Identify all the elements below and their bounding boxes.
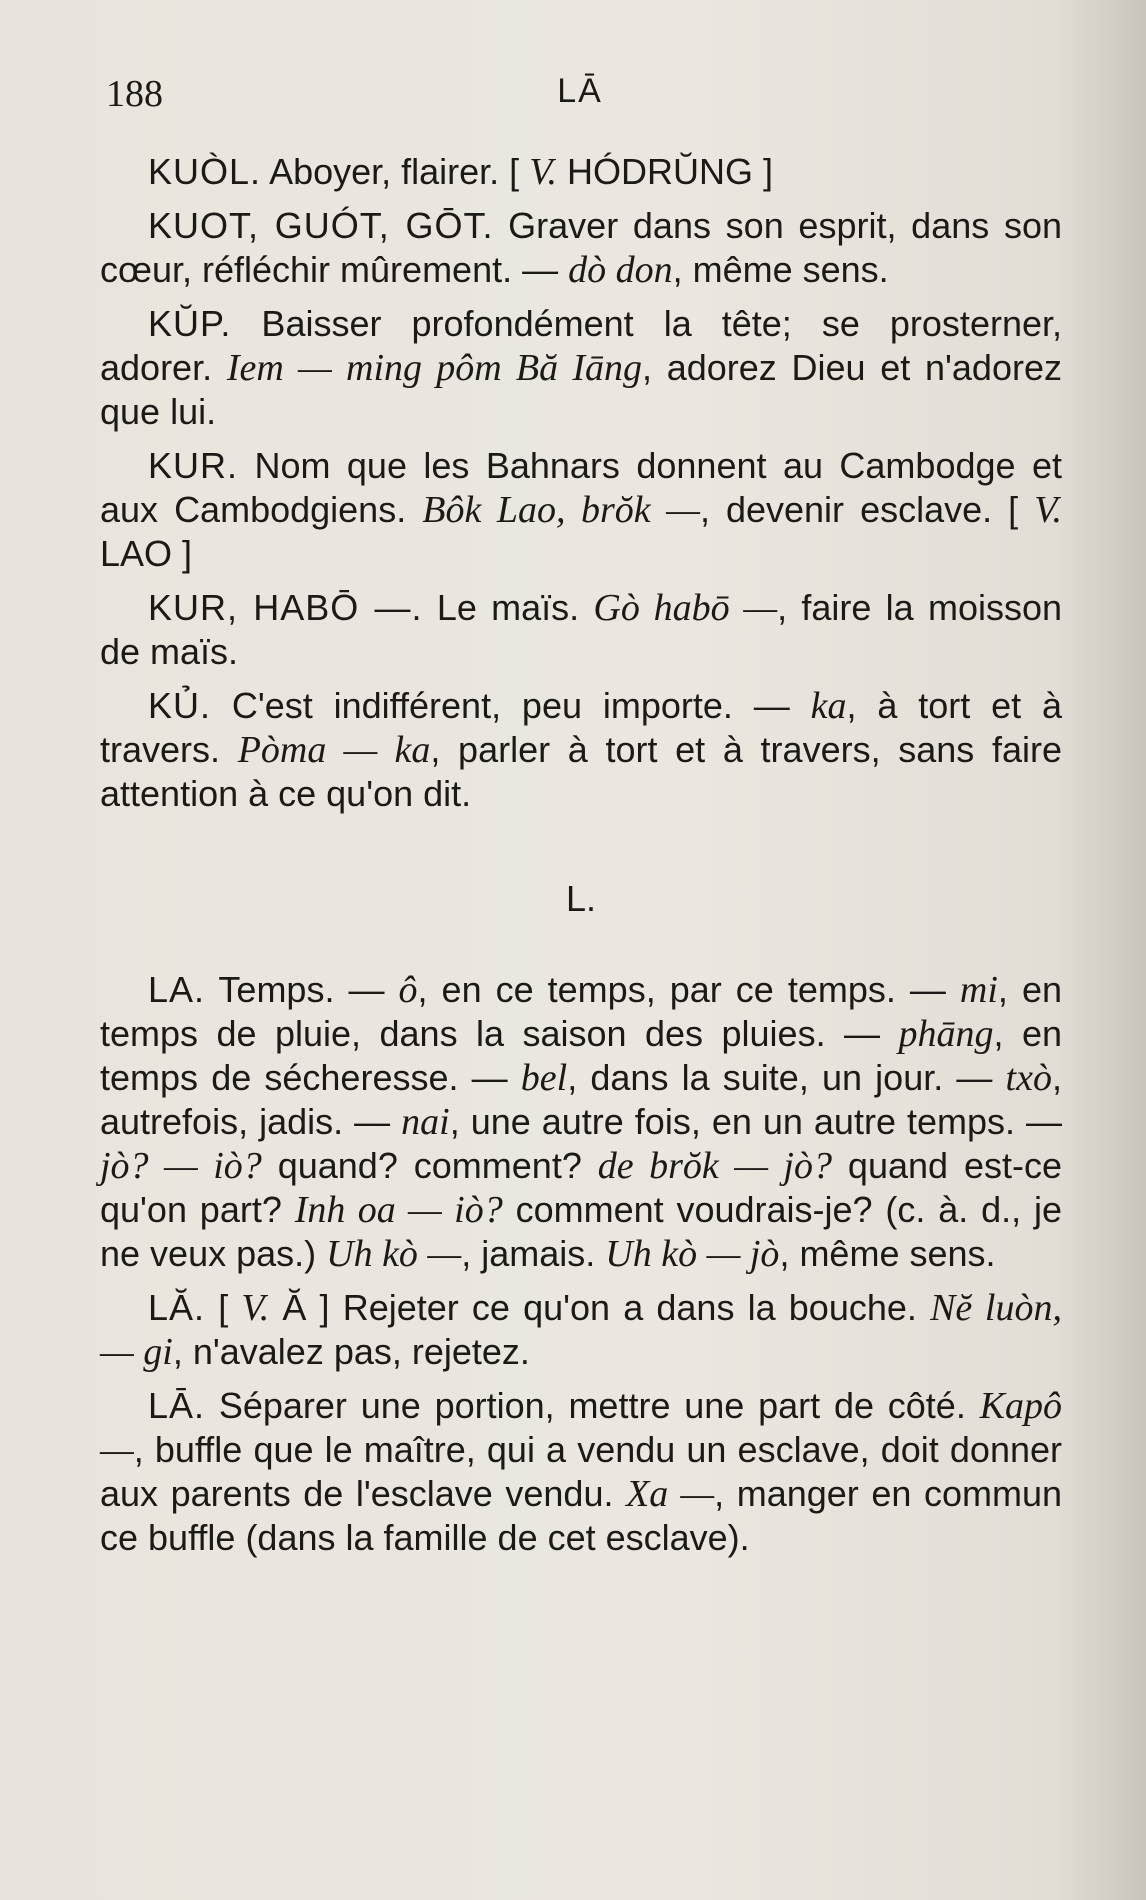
entry-text: Séparer une portion, mettre une part de côté. bbox=[205, 1385, 980, 1426]
entry-example: V. bbox=[1034, 489, 1063, 531]
entry-headword: KỦ. bbox=[148, 685, 212, 726]
dictionary-entry bbox=[100, 150, 1062, 194]
entry-text: C'est indifférent, peu importe. — bbox=[211, 685, 811, 726]
entry-text: Aboyer, flairer. [ bbox=[261, 151, 530, 192]
dictionary-entry bbox=[100, 204, 1062, 292]
entry-example: Bôk Lao, brŏk — bbox=[422, 489, 700, 531]
entry-example: Uh kò — bbox=[326, 1233, 462, 1275]
entry-text: , faire la moisson de maïs. bbox=[100, 587, 1063, 672]
entry-text: [ bbox=[205, 1287, 242, 1328]
entry-example: Pòma — ka bbox=[237, 729, 431, 771]
dictionary-content bbox=[100, 150, 1062, 1570]
entry-text: , n'avalez pas, rejetez. bbox=[172, 1331, 530, 1372]
entry-text: , jamais. bbox=[461, 1233, 606, 1274]
entry-text: comment voudrais-je? (c. à. d., je ne veux pas.) bbox=[100, 1189, 1062, 1274]
entry-example: Iem — ming pôm Bă Iāng bbox=[226, 347, 642, 389]
entry-text: Temps. — bbox=[205, 969, 399, 1010]
page-header bbox=[100, 72, 1060, 115]
entry-text: , même sens. bbox=[672, 249, 889, 290]
entry-text: Le maïs. bbox=[422, 587, 594, 628]
dictionary-entry bbox=[100, 684, 1062, 816]
entry-example: dò don bbox=[568, 249, 673, 291]
entry-headword: LĂ. bbox=[148, 1287, 206, 1328]
entry-example: ka bbox=[810, 685, 847, 727]
entries-k bbox=[100, 150, 1062, 816]
entry-text: , manger en commun ce buffle (dans la famille de cet esclave). bbox=[100, 1473, 1063, 1558]
entry-example: Gò habō — bbox=[593, 587, 778, 629]
dictionary-entry bbox=[100, 968, 1062, 1276]
entry-example: Inh oa — iò? bbox=[294, 1189, 503, 1231]
entry-text: , en temps de sécheresse. — bbox=[100, 1013, 1062, 1098]
entry-example: V. bbox=[241, 1287, 270, 1329]
entry-example: Kapô — bbox=[100, 1385, 1062, 1471]
entries-l bbox=[100, 968, 1062, 1560]
dictionary-entry bbox=[100, 444, 1062, 576]
entry-example: de brŏk — jò? bbox=[597, 1145, 832, 1187]
entry-example: Uh kò — jò bbox=[605, 1233, 780, 1275]
entry-text: quand? comment? bbox=[261, 1145, 598, 1186]
dictionary-entry bbox=[100, 1384, 1062, 1560]
entry-text: , buffle que le maître, qui a vendu un esclave, doit donner aux parents de l'esclave vendu. bbox=[100, 1429, 1062, 1514]
entry-example: txò bbox=[1005, 1057, 1052, 1099]
section-letter: L. bbox=[565, 878, 597, 919]
entry-text: , dans la suite, un jour. — bbox=[567, 1057, 1006, 1098]
entry-headword: KUR. bbox=[148, 445, 239, 486]
page-number: 188 bbox=[106, 73, 163, 115]
entry-text: , devenir esclave. [ bbox=[699, 489, 1035, 530]
entry-example: V. bbox=[529, 151, 558, 193]
entry-headword: KUOT, GUÓT, GŌT. bbox=[148, 205, 494, 246]
dictionary-entry bbox=[100, 1286, 1062, 1374]
entry-text: , adorez Dieu et n'adorez que lui. bbox=[100, 347, 1062, 432]
entry-text: , parler à tort et à travers, sans faire attention à ce qu'on dit. bbox=[100, 729, 1063, 814]
entry-text: LAO ] bbox=[100, 533, 193, 574]
entry-example: mi bbox=[959, 969, 998, 1011]
entry-text: , même sens. bbox=[779, 1233, 996, 1274]
entry-headword: LĀ. bbox=[148, 1385, 206, 1426]
entry-text: , à tort et à travers. bbox=[100, 685, 1062, 770]
entry-text: Graver dans son esprit, dans son cœur, réfléchir mûrement. — bbox=[100, 205, 1062, 290]
entry-example: jò? — iò? bbox=[100, 1145, 262, 1187]
entry-headword: KUÒL. bbox=[148, 151, 262, 192]
entry-headword: LA. bbox=[148, 969, 206, 1010]
entry-text: , en ce temps, par ce temps. — bbox=[417, 969, 960, 1010]
running-head: LĀ bbox=[557, 72, 603, 110]
entry-example: Nĕ luòn, — gi bbox=[100, 1287, 1062, 1373]
entry-text: Baisser profondément la tête; se prosterner, adorer. bbox=[100, 303, 1062, 388]
entry-example: bel bbox=[520, 1057, 568, 1099]
entry-text: Nom que les Bahnars donnent au Cambodge et aux Cambodgiens. bbox=[100, 445, 1062, 530]
entry-text: , en temps de pluie, dans la saison des pluies. — bbox=[100, 969, 1062, 1054]
entry-text: quand est-ce qu'on part? bbox=[100, 1145, 1063, 1230]
entry-headword: KŬP. bbox=[148, 303, 232, 344]
entry-text: HÓDRŬNG ] bbox=[557, 151, 774, 192]
entry-text: Ă ] Rejeter ce qu'on a dans la bouche. bbox=[269, 1287, 931, 1328]
entry-example: Xa — bbox=[626, 1473, 715, 1515]
entry-text: , autrefois, jadis. — bbox=[100, 1057, 1062, 1142]
entry-headword: KUR, HABŌ —. bbox=[148, 587, 423, 628]
entry-example: phāng bbox=[898, 1013, 994, 1055]
dictionary-entry bbox=[100, 302, 1062, 434]
entry-text: , une autre fois, en un autre temps. — bbox=[449, 1101, 1063, 1142]
dictionary-entry bbox=[100, 586, 1062, 674]
entry-example: nai bbox=[401, 1101, 450, 1143]
entry-example: ô bbox=[398, 969, 418, 1011]
